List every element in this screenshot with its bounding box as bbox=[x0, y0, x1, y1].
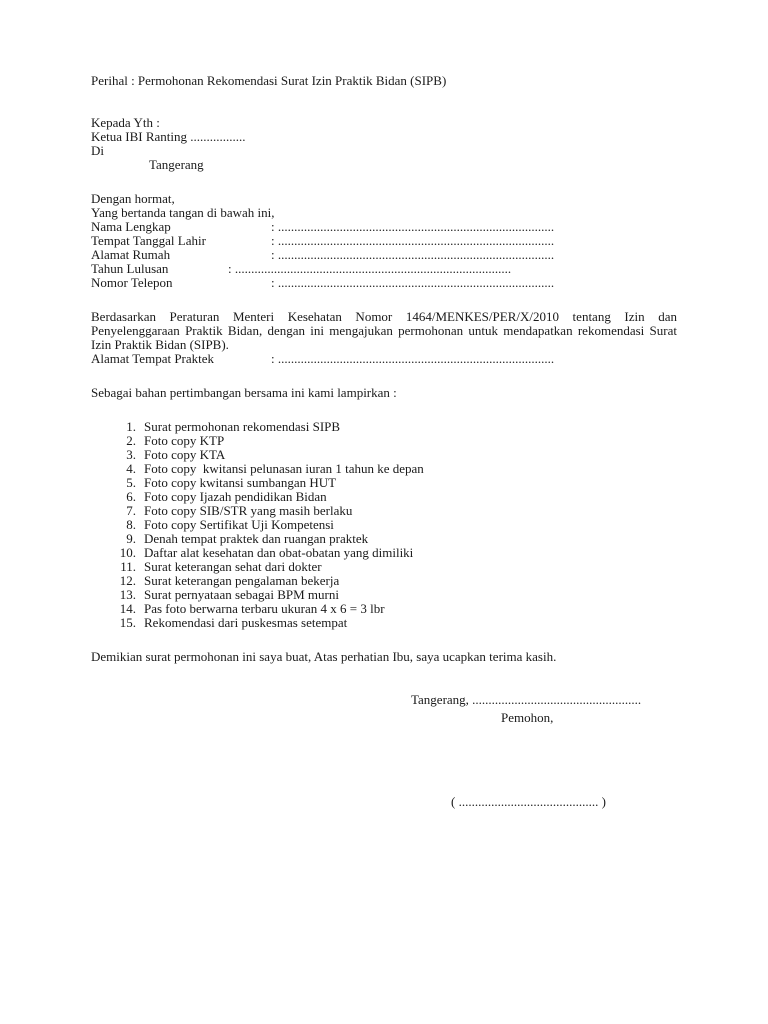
body-paragraph: Berdasarkan Peraturan Menteri Kesehatan Nomor 1464/MENKES/PER/X/2010 tentang Izin dan Penyelenggaraan Praktik Bidan, dengan ini mengajukan permohonan untuk mendapatkan rekomendasi Surat Izin Praktik Bidan (SIPB). bbox=[91, 309, 677, 352]
list-item bbox=[91, 434, 677, 448]
list-number: 2. bbox=[126, 433, 136, 448]
list-text: Pas foto berwarna terbaru ukuran 4 x 6 = 3 lbr bbox=[144, 601, 385, 616]
list-text: Foto copy kwitansi sumbangan HUT bbox=[144, 475, 337, 490]
list-item bbox=[91, 616, 677, 630]
applicant-fields bbox=[91, 220, 677, 290]
list-item bbox=[91, 462, 677, 476]
greeting: Dengan hormat, bbox=[91, 191, 175, 206]
list-item bbox=[91, 546, 677, 560]
attachments-intro: Sebagai bahan pertimbangan bersama ini kami lampirkan : bbox=[91, 385, 397, 400]
list-text: Foto copy kwitansi pelunasan iuran 1 tahun ke depan bbox=[144, 461, 424, 476]
list-text: Surat permohonan rekomendasi SIPB bbox=[144, 419, 341, 434]
list-item bbox=[91, 588, 677, 602]
list-number: 12. bbox=[119, 573, 136, 588]
list-item bbox=[91, 560, 677, 574]
field-value: : ..................................................................................... bbox=[271, 233, 555, 248]
list-text: Denah tempat praktek dan ruangan praktek bbox=[144, 531, 369, 546]
field-value: : ..................................................................................... bbox=[271, 275, 555, 290]
signature-place-date: Tangerang, .................................................... bbox=[411, 692, 642, 707]
list-number: 8. bbox=[126, 517, 136, 532]
signature-name-placeholder: ( ........................................... ) bbox=[451, 794, 606, 809]
field-label: Tahun Lulusan bbox=[91, 261, 169, 276]
field-row-address bbox=[91, 248, 677, 262]
list-number: 14. bbox=[119, 601, 136, 616]
letter-page bbox=[91, 74, 677, 664]
field-row-name bbox=[91, 220, 677, 234]
letter-subject: Perihal : Permohonan Rekomendasi Surat Izin Praktik Bidan (SIPB) bbox=[91, 73, 447, 88]
list-text: Foto copy KTA bbox=[144, 447, 226, 462]
list-text: Foto copy Ijazah pendidikan Bidan bbox=[144, 489, 327, 504]
intro-line: Yang bertanda tangan di bawah ini, bbox=[91, 205, 275, 220]
field-label: Nomor Telepon bbox=[91, 275, 173, 290]
field-value: : ..................................................................................... bbox=[228, 261, 512, 276]
field-row-phone bbox=[91, 276, 677, 290]
list-text: Surat keterangan sehat dari dokter bbox=[144, 559, 322, 574]
list-text: Surat keterangan pengalaman bekerja bbox=[144, 573, 340, 588]
list-item bbox=[91, 532, 677, 546]
list-item bbox=[91, 420, 677, 434]
list-text: Daftar alat kesehatan dan obat-obatan yang dimiliki bbox=[144, 545, 414, 560]
list-number: 4. bbox=[126, 461, 136, 476]
attachments-list bbox=[91, 420, 677, 630]
list-item bbox=[91, 448, 677, 462]
list-text: Rekomendasi dari puskesmas setempat bbox=[144, 615, 348, 630]
list-number: 7. bbox=[126, 503, 136, 518]
list-item bbox=[91, 602, 677, 616]
list-number: 1. bbox=[126, 419, 136, 434]
list-text: Foto copy Sertifikat Uji Kompetensi bbox=[144, 517, 334, 532]
list-item bbox=[91, 518, 677, 532]
recipient-city: Tangerang bbox=[149, 157, 204, 172]
field-row-graduation bbox=[91, 262, 677, 276]
list-item bbox=[91, 574, 677, 588]
list-number: 9. bbox=[126, 531, 136, 546]
recipient-at: Di bbox=[91, 143, 104, 158]
list-text: Foto copy SIB/STR yang masih berlaku bbox=[144, 503, 353, 518]
list-number: 10. bbox=[119, 545, 136, 560]
field-row-practice-address bbox=[91, 352, 677, 366]
list-number: 6. bbox=[126, 489, 136, 504]
list-number: 11. bbox=[120, 559, 136, 574]
list-item bbox=[91, 504, 677, 518]
field-label: Alamat Tempat Praktek bbox=[91, 351, 215, 366]
list-item bbox=[91, 490, 677, 504]
list-text: Surat pernyataan sebagai BPM murni bbox=[144, 587, 339, 602]
recipient-salutation: Kepada Yth : bbox=[91, 115, 160, 130]
recipient-addressee: Ketua IBI Ranting ................. bbox=[91, 129, 246, 144]
list-number: 13. bbox=[119, 587, 136, 602]
field-label: Alamat Rumah bbox=[91, 247, 171, 262]
signature-role: Pemohon, bbox=[501, 710, 554, 725]
field-label: Tempat Tanggal Lahir bbox=[91, 233, 206, 248]
field-row-birth bbox=[91, 234, 677, 248]
field-value: : ..................................................................................... bbox=[271, 219, 555, 234]
list-text: Foto copy KTP bbox=[144, 433, 225, 448]
field-value: : ..................................................................................... bbox=[271, 247, 555, 262]
list-number: 3. bbox=[126, 447, 136, 462]
field-label: Nama Lengkap bbox=[91, 219, 171, 234]
closing-line: Demikian surat permohonan ini saya buat, Atas perhatian Ibu, saya ucapkan terima kasih. bbox=[91, 649, 557, 664]
list-number: 5. bbox=[126, 475, 136, 490]
field-value: : ..................................................................................... bbox=[271, 351, 555, 366]
list-number: 15. bbox=[119, 615, 136, 630]
list-item bbox=[91, 476, 677, 490]
